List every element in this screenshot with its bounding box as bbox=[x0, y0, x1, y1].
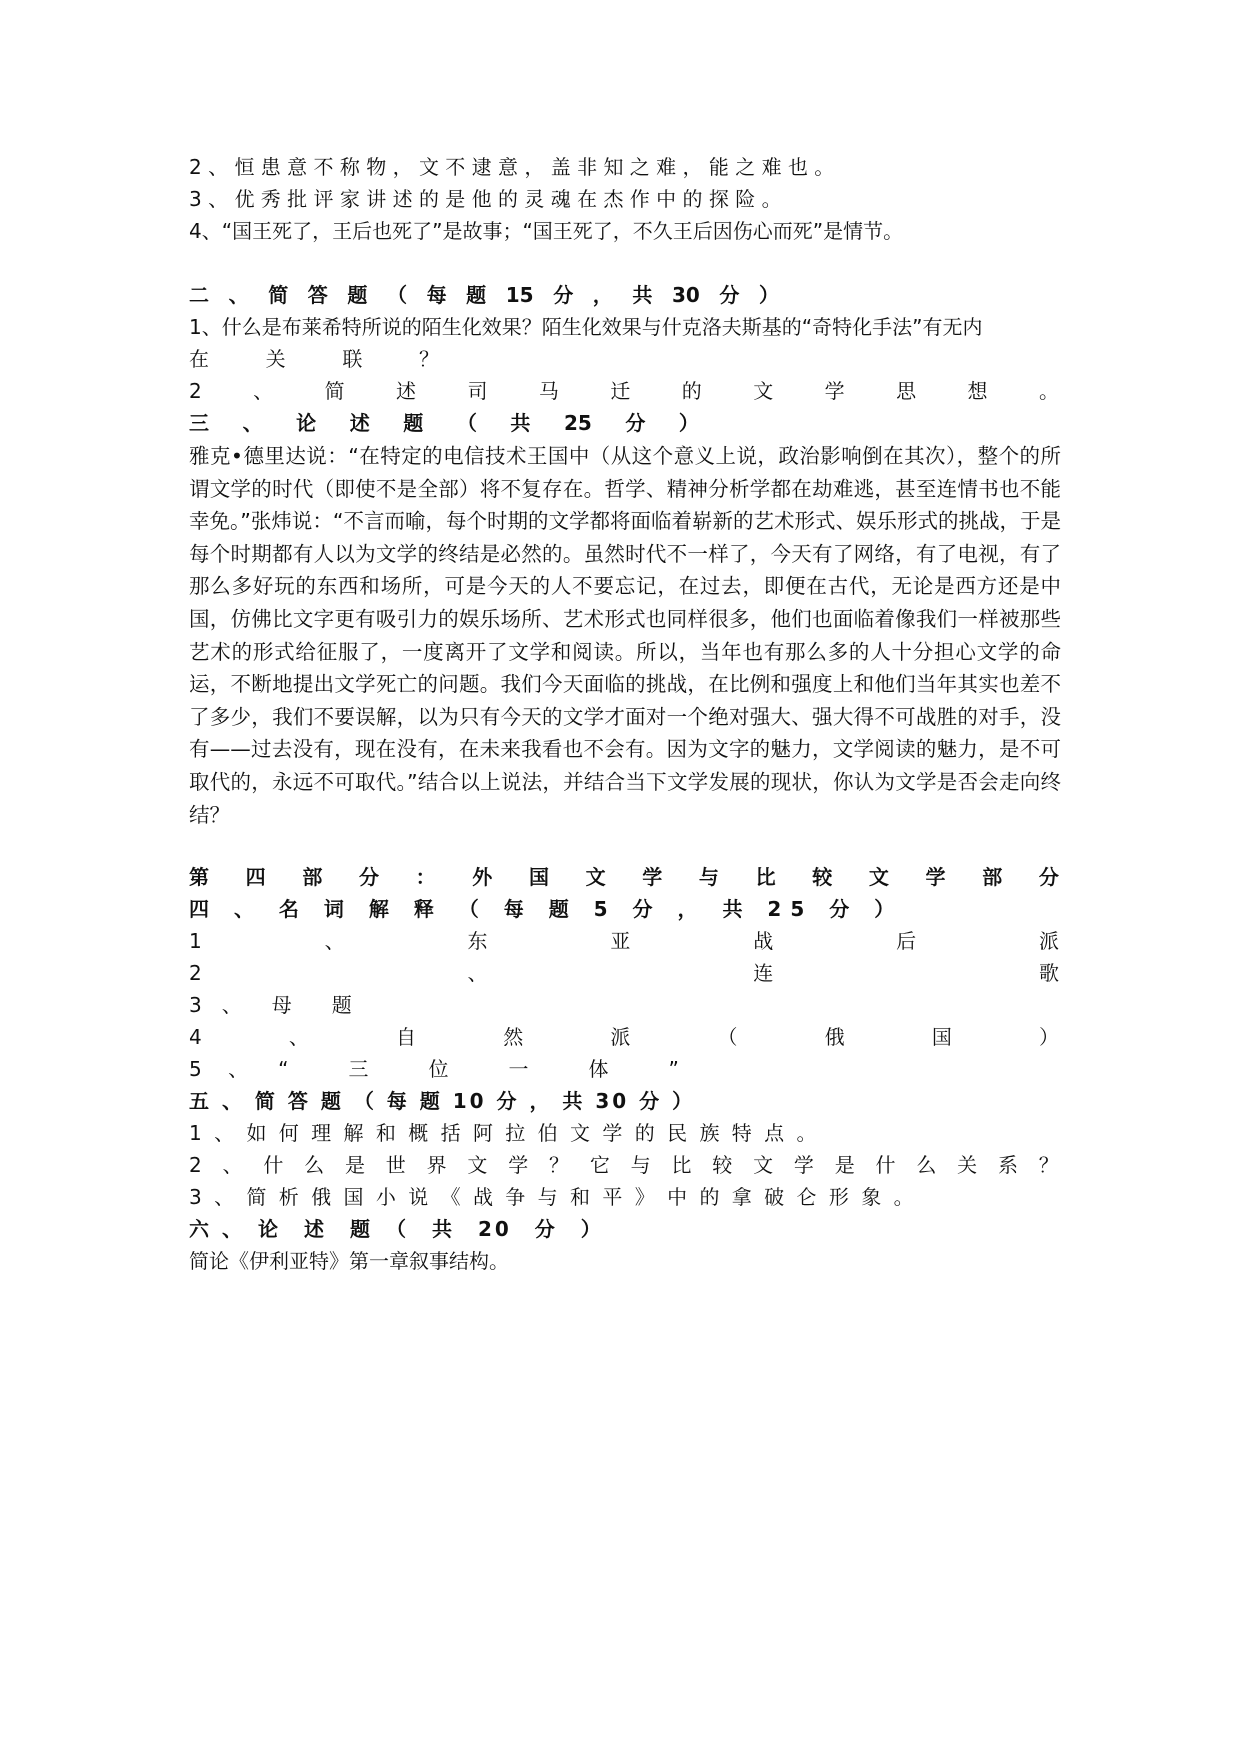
text-fragment: 分 bbox=[1038, 865, 1059, 889]
text-fragment: 三 bbox=[189, 411, 209, 435]
text-fragment: 述 bbox=[396, 379, 417, 403]
text-fragment: 较 bbox=[812, 865, 833, 889]
text-fragment: 它 bbox=[589, 1153, 610, 1177]
text-fragment: 论 bbox=[296, 411, 317, 435]
section3-heading bbox=[189, 407, 699, 439]
text-fragment: 迁 bbox=[610, 379, 631, 403]
text-fragment: （ bbox=[717, 1025, 738, 1049]
section3-essay-prompt: 雅克•德里达说：“在特定的电信技术王国中（从这个意义上说，政治影响倒在其次），整个的所谓文学的时代（即使不是全部）将不复存在。哲学、精神分析学都在劫难逃，甚至连情书也不能幸免。”张炜说：“不言而喻，每个时期的文学都将面临着崭新的艺术形式、娱乐形式的挑战，于是每个时期都有人以为文学的终结是必然的。虽然时代不一样了，今天有了网络，有了电视，有了那么多好玩的东西和场所，可是今天的人不要忘记，在过去，即便在古代，无论是西方还是中国，仿佛比文字更有吸引力的娱乐场所、艺术形式也同样很多，他们也面临着像我们一样被那些艺术的形式给征服了，一度离开了文学和阅读。所以，当年也有那么多的人十分担心文学的命运，不断地提出文学死亡的问题。我们今天面临的挑战，在比例和强度上和他们当年其实也差不了多少，我们不要误解，以为只有今天的文学才面对一个绝对强大、强大得不可战胜的对手，没有——过去没有，现在没有，在未来我看也不会有。因为文字的魅力，文学阅读的魅力，是不可取代的，永远不可取代。”结合以上说法，并结合当下文学发展的现状，你认为文学是否会走向终结？ bbox=[189, 444, 1061, 827]
text-fragment: 4 bbox=[189, 1025, 202, 1049]
term-5: 5 、 “ 三 位 一 体 ” bbox=[189, 1057, 679, 1081]
section4-heading: 四 、 名 词 解 释 （ 每 题 5 分 ， 共 25 分 ） bbox=[189, 897, 904, 921]
text-fragment: 、 bbox=[222, 1153, 243, 1177]
text-fragment: 学 bbox=[793, 1153, 814, 1177]
text-fragment: 派 bbox=[1038, 929, 1059, 953]
text-fragment: 题 bbox=[466, 283, 487, 307]
text-fragment: （ bbox=[456, 411, 477, 435]
text-fragment: 1 bbox=[189, 929, 202, 953]
text-fragment: 连 bbox=[753, 961, 774, 985]
text-fragment: 自 bbox=[396, 1025, 417, 1049]
text-fragment: 战 bbox=[753, 929, 774, 953]
text-fragment: 分 bbox=[553, 283, 574, 307]
term-2 bbox=[189, 957, 1059, 989]
text-fragment: 联 bbox=[342, 347, 363, 371]
text-fragment: 比 bbox=[755, 865, 776, 889]
text-fragment: 派 bbox=[610, 1025, 631, 1049]
text-fragment: 东 bbox=[467, 929, 488, 953]
section2-question-1-line-2 bbox=[189, 343, 439, 375]
text-fragment: ） bbox=[678, 411, 699, 435]
text-fragment: 后 bbox=[896, 929, 917, 953]
text-fragment: 、 bbox=[228, 283, 249, 307]
text-fragment: 答 bbox=[307, 283, 328, 307]
text-fragment: 然 bbox=[503, 1025, 524, 1049]
text-fragment: 文 bbox=[467, 1153, 488, 1177]
text-fragment: 什 bbox=[263, 1153, 284, 1177]
text-fragment: 关 bbox=[957, 1153, 978, 1177]
text-fragment: 学 bbox=[925, 865, 946, 889]
text-fragment: 学 bbox=[508, 1153, 529, 1177]
text-fragment: 在 bbox=[189, 347, 209, 371]
text-fragment: 2 bbox=[189, 961, 202, 985]
text-fragment: 简 bbox=[324, 379, 345, 403]
text-fragment: 共 bbox=[510, 411, 531, 435]
text-fragment: 30 bbox=[671, 283, 700, 307]
text-fragment: 第 bbox=[189, 865, 209, 889]
text-fragment: 四 bbox=[245, 865, 266, 889]
text-fragment: 题 bbox=[403, 411, 424, 435]
text-fragment: 题 bbox=[347, 283, 368, 307]
text-fragment: 2 bbox=[189, 379, 202, 403]
text-fragment: 么 bbox=[304, 1153, 325, 1177]
text-fragment: 学 bbox=[642, 865, 663, 889]
text-fragment: 2 bbox=[189, 1153, 202, 1177]
term-3: 3 、 母 题 bbox=[189, 993, 352, 1017]
text-fragment: （ bbox=[386, 283, 407, 307]
text-fragment: 共 bbox=[632, 283, 653, 307]
text-fragment: 、 bbox=[467, 961, 488, 985]
text-fragment: 外 bbox=[472, 865, 493, 889]
text-fragment: 学 bbox=[824, 379, 845, 403]
text-fragment: 是 bbox=[834, 1153, 855, 1177]
text-fragment: ） bbox=[1038, 1025, 1059, 1049]
section5-question-1: 1 、 如 何 理 解 和 概 括 阿 拉 伯 文 学 的 民 族 特 点 。 bbox=[189, 1121, 820, 1145]
text-fragment: ？ bbox=[1038, 1153, 1059, 1177]
section5-question-2 bbox=[189, 1149, 1059, 1181]
section2-question-2 bbox=[189, 375, 1059, 407]
text-fragment: ： bbox=[415, 865, 436, 889]
text-fragment: 关 bbox=[265, 347, 286, 371]
section1-item-3: 3 、 优 秀 批 评 家 讲 述 的 是 他 的 灵 魂 在 杰 作 中 的 探 险 。 bbox=[189, 187, 782, 211]
text-fragment: ， bbox=[592, 283, 613, 307]
text-fragment: 的 bbox=[681, 379, 702, 403]
section2-question-1-line-1: 1、什么是布莱希特所说的陌生化效果？陌生化效果与什克洛夫斯基的“奇特化手法”有无内 bbox=[189, 315, 983, 339]
text-fragment: ？ bbox=[418, 347, 439, 371]
text-fragment: 马 bbox=[538, 379, 559, 403]
text-fragment: 述 bbox=[349, 411, 370, 435]
section5-question-3: 3 、 简 析 俄 国 小 说 《 战 争 与 和 平 》 中 的 拿 破 仑 形 象 。 bbox=[189, 1185, 917, 1209]
text-fragment: 部 bbox=[302, 865, 323, 889]
text-fragment: 界 bbox=[426, 1153, 447, 1177]
text-fragment: 是 bbox=[344, 1153, 365, 1177]
text-fragment: ？ bbox=[549, 1153, 570, 1177]
text-fragment: 与 bbox=[630, 1153, 651, 1177]
text-fragment: 、 bbox=[242, 411, 263, 435]
text-fragment: 么 bbox=[916, 1153, 937, 1177]
text-fragment: 分 bbox=[625, 411, 646, 435]
section6-question: 简论《伊利亚特》第一章叙事结构。 bbox=[189, 1249, 509, 1273]
text-fragment: 比 bbox=[671, 1153, 692, 1177]
text-fragment: ） bbox=[759, 283, 779, 307]
text-fragment: 思 bbox=[896, 379, 917, 403]
text-fragment: 俄 bbox=[824, 1025, 845, 1049]
term-1 bbox=[189, 925, 1059, 957]
text-fragment: 系 bbox=[997, 1153, 1018, 1177]
section2-heading bbox=[189, 279, 779, 311]
section1-item-2: 2 、 恒 患 意 不 称 物 ， 文 不 逮 意 ， 盖 非 知 之 难 ， 能 之 难 也 。 bbox=[189, 155, 835, 179]
text-fragment: 二 bbox=[189, 283, 209, 307]
text-fragment: 15 bbox=[505, 283, 534, 307]
text-fragment: 。 bbox=[1038, 379, 1059, 403]
text-fragment: 文 bbox=[753, 1153, 774, 1177]
text-fragment: 歌 bbox=[1038, 961, 1059, 985]
text-fragment: 亚 bbox=[610, 929, 631, 953]
text-fragment: 国 bbox=[528, 865, 549, 889]
text-fragment: 简 bbox=[268, 283, 289, 307]
text-fragment: 与 bbox=[698, 865, 719, 889]
text-fragment: 、 bbox=[253, 379, 274, 403]
text-fragment: 国 bbox=[931, 1025, 952, 1049]
text-fragment: 司 bbox=[467, 379, 488, 403]
text-fragment: 、 bbox=[288, 1025, 309, 1049]
text-fragment: 每 bbox=[426, 283, 447, 307]
text-fragment: 文 bbox=[868, 865, 889, 889]
section6-heading: 六 、 论 述 题 （ 共 20 分 ） bbox=[189, 1217, 604, 1241]
section1-item-4: 4、“国王死了，王后也死了”是故事；“国王死了，不久王后因伤心而死”是情节。 bbox=[189, 219, 904, 243]
text-fragment: 25 bbox=[563, 411, 592, 435]
text-fragment: 、 bbox=[324, 929, 345, 953]
text-fragment: 什 bbox=[875, 1153, 896, 1177]
text-fragment: 文 bbox=[753, 379, 774, 403]
text-fragment: 较 bbox=[712, 1153, 733, 1177]
section5-heading: 五 、 简 答 题 （ 每 题 10 分 ， 共 30 分 ） bbox=[189, 1089, 696, 1113]
text-fragment: 想 bbox=[967, 379, 988, 403]
text-fragment: 部 bbox=[982, 865, 1003, 889]
text-fragment: 分 bbox=[719, 283, 740, 307]
text-fragment: 世 bbox=[385, 1153, 406, 1177]
part4-title bbox=[189, 861, 1059, 893]
term-4 bbox=[189, 1021, 1059, 1053]
text-fragment: 文 bbox=[585, 865, 606, 889]
text-fragment: 分 bbox=[358, 865, 379, 889]
